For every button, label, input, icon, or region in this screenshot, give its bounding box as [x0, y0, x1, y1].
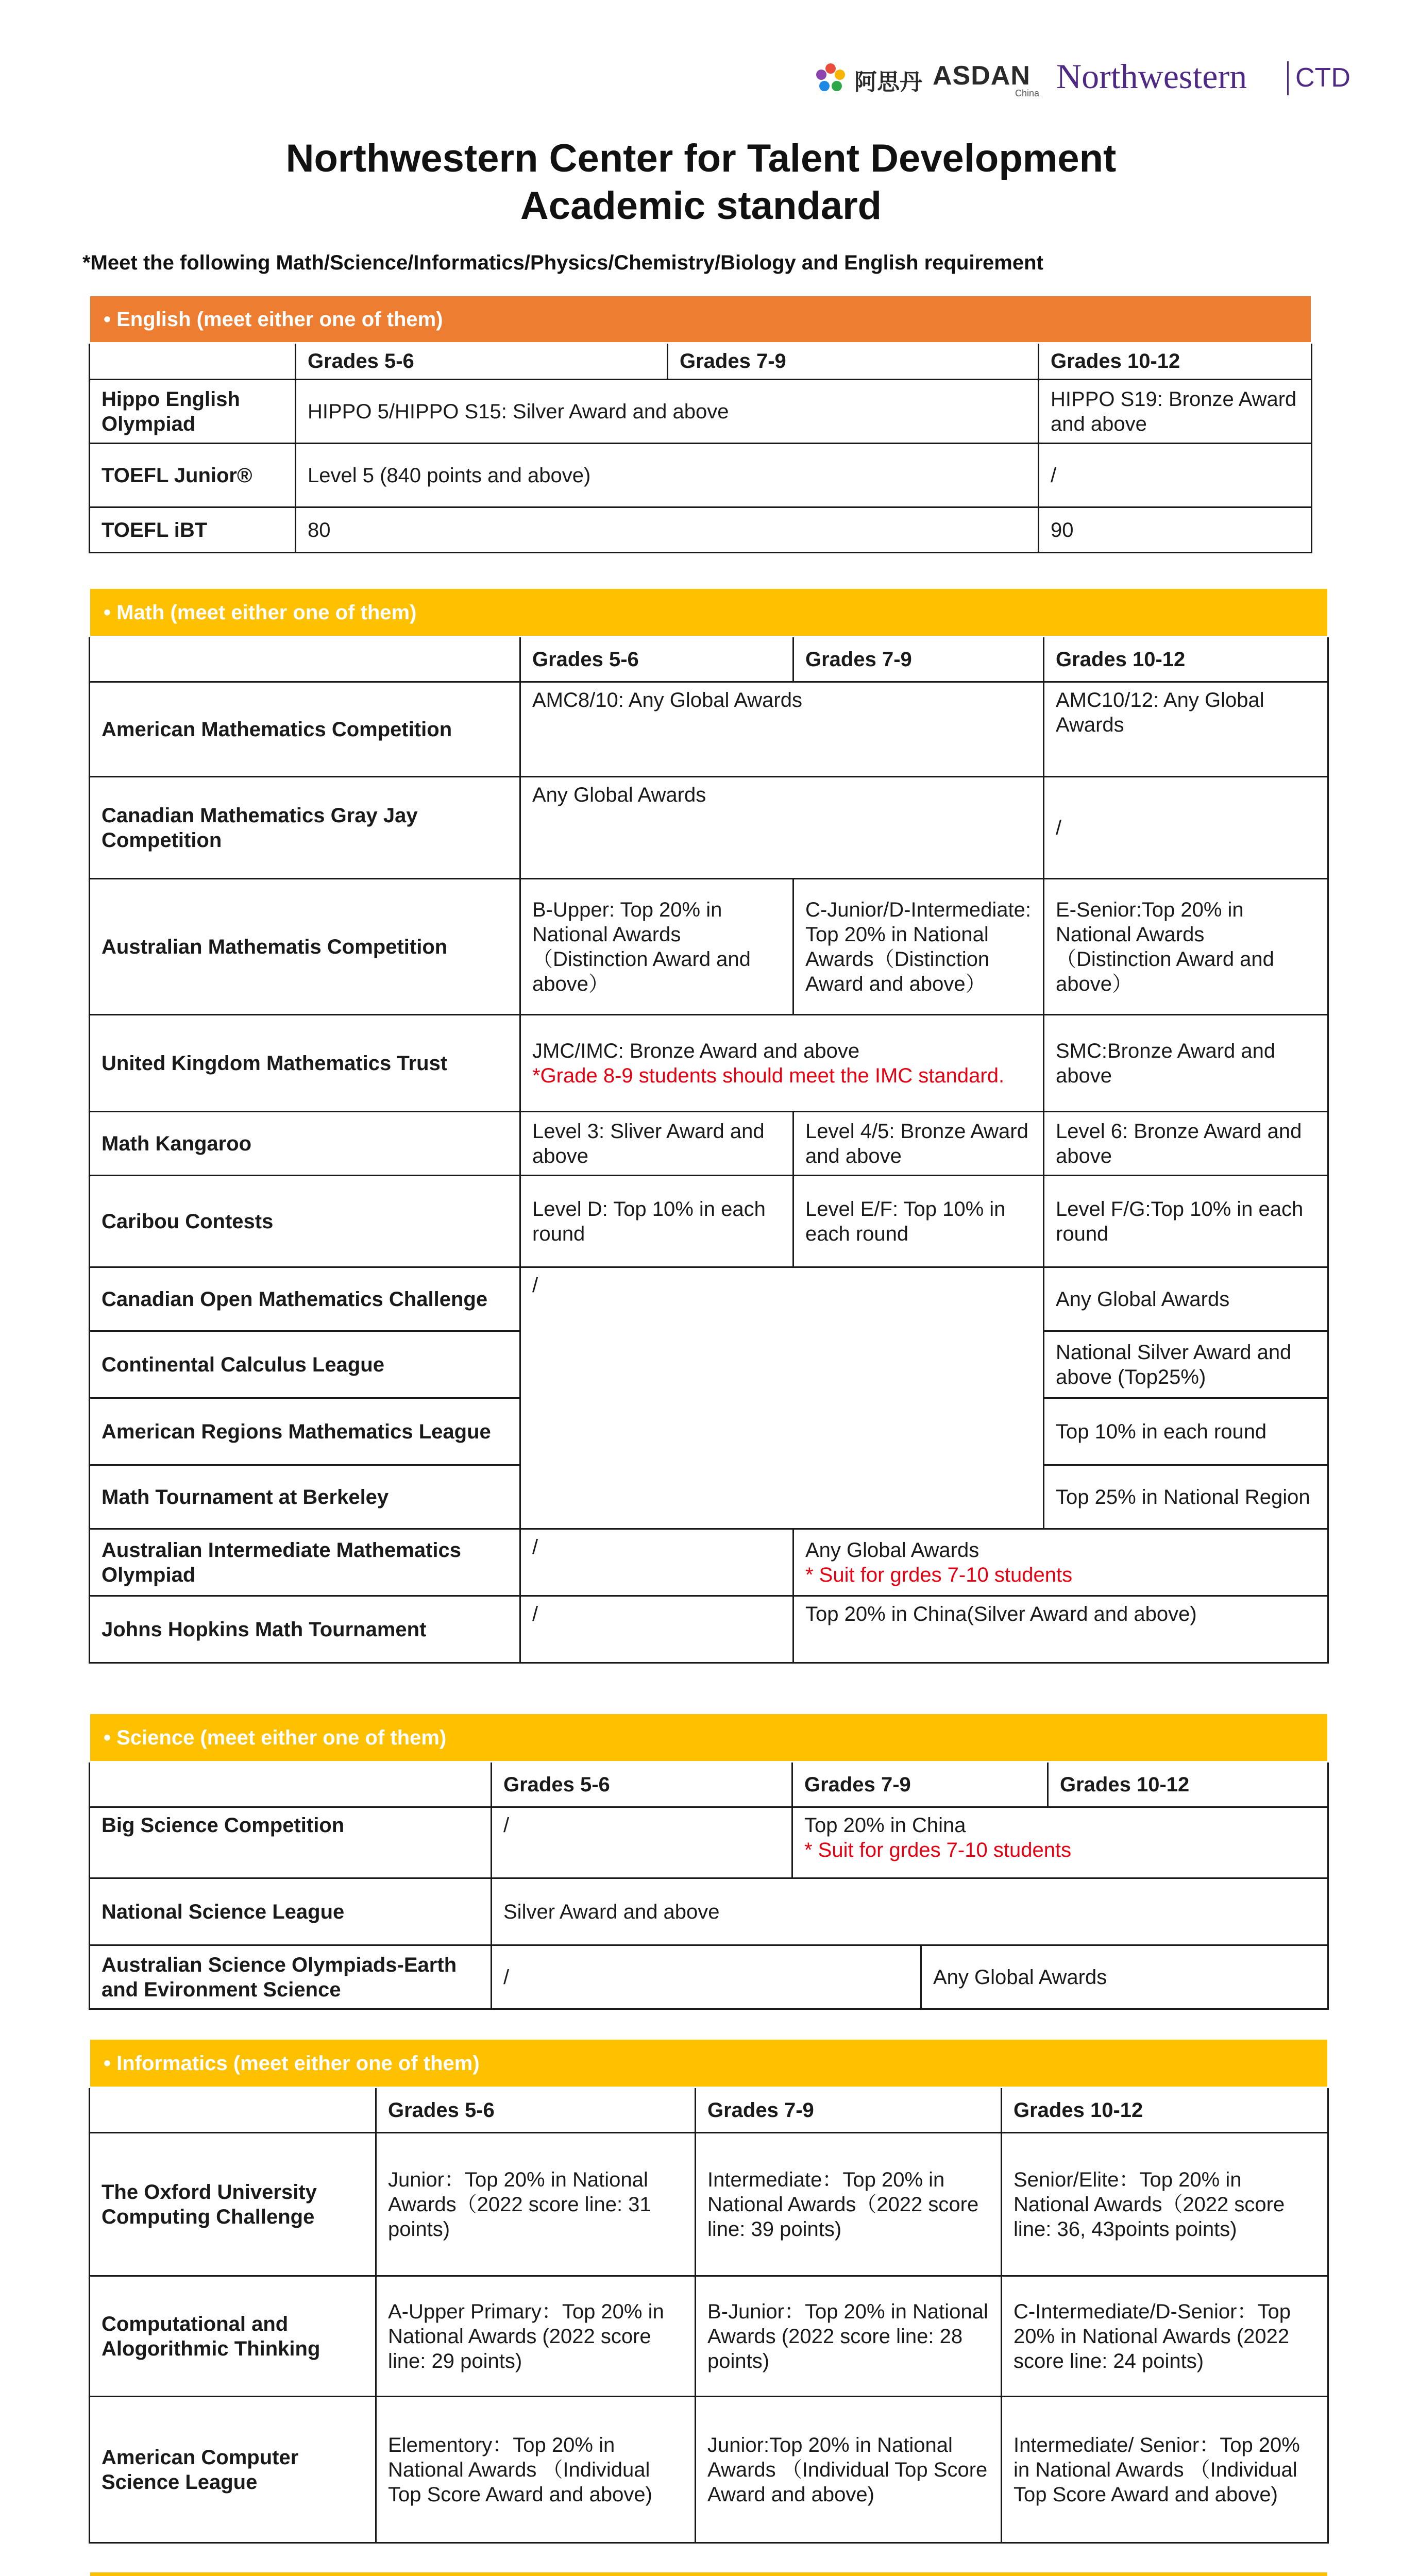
science-col-g1012: Grades 10-12 [1048, 1762, 1328, 1807]
math-cell-text: Any Global Awards [805, 1538, 979, 1562]
partner-logos [814, 54, 1360, 100]
math-col-g56: Grades 5-6 [520, 637, 793, 682]
english-row-name: TOEFL iBT [90, 507, 296, 553]
informatics-cell: A-Upper Primary：Top 20% in National Awards (2022 score line: 29 points) [376, 2276, 696, 2397]
informatics-col-g1012: Grades 10-12 [1002, 2088, 1328, 2133]
english-cell: 80 [296, 507, 1039, 553]
math-corner [90, 637, 520, 682]
informatics-cell: Junior:Top 20% in National Awards （Individual Top Score Award and above) [696, 2397, 1002, 2543]
math-cell: Any Global Awards [520, 777, 1044, 879]
math-row-name: Australian Mathematis Competition [90, 879, 520, 1015]
english-cell: / [1039, 444, 1312, 507]
math-row-name: Math Tournament at Berkeley [90, 1465, 520, 1529]
math-row-name: United Kingdom Mathematics Trust [90, 1015, 520, 1112]
math-cell [793, 1529, 1328, 1596]
english-col-g1012: Grades 10-12 [1039, 343, 1312, 380]
math-cell: AMC10/12: Any Global Awards [1044, 682, 1328, 777]
science-cell: Silver Award and above [492, 1878, 1328, 1945]
science-cell: / [492, 1945, 921, 2009]
informatics-table [89, 2038, 1329, 2544]
informatics-row-name: The Oxford University Computing Challenge [90, 2133, 376, 2276]
informatics-cell: C-Intermediate/D-Senior：Top 20% in National Awards (2022 score line: 24 points) [1002, 2276, 1328, 2397]
english-cell: HIPPO S19: Bronze Award and above [1039, 380, 1312, 444]
informatics-corner [90, 2088, 376, 2133]
math-cell: / [520, 1267, 1044, 1529]
asdan-chinese-name: 阿思丹 [854, 70, 922, 95]
math-cell: National Silver Award and above (Top25%) [1044, 1331, 1328, 1398]
english-col-g56: Grades 5-6 [296, 343, 668, 380]
physics-table [89, 2571, 1329, 2576]
logo-divider [1287, 61, 1289, 95]
informatics-col-g79: Grades 7-9 [696, 2088, 1002, 2133]
science-col-g79: Grades 7-9 [792, 1762, 1048, 1807]
english-row-name: Hippo English Olympiad [90, 380, 296, 444]
math-cell: E-Senior:Top 20% in National Awards （Distinction Award and above） [1044, 879, 1328, 1015]
science-corner [90, 1762, 492, 1807]
english-cell: Level 5 (840 points and above) [296, 444, 1039, 507]
math-col-g1012: Grades 10-12 [1044, 637, 1328, 682]
science-row-name: Australian Science Olympiads-Earth and Evironment Science [90, 1945, 492, 2009]
title-line-2: Academic standard [520, 184, 882, 228]
math-cell: Any Global Awards [1044, 1267, 1328, 1331]
science-cell: / [492, 1807, 792, 1878]
informatics-cell: Intermediate：Top 20% in National Awards（2022 score line: 39 points) [696, 2133, 1002, 2276]
requirement-note: *Meet the following Math/Science/Informatics/Physics/Chemistry/Biology and English requirement [82, 251, 1043, 274]
science-cell-note: * Suit for grdes 7-10 students [804, 1839, 1072, 1861]
english-col-g79: Grades 7-9 [668, 343, 1039, 380]
science-cell-text: Top 20% in China [804, 1814, 966, 1837]
english-header: • English (meet either one of them) [90, 296, 1312, 343]
science-col-g56: Grades 5-6 [492, 1762, 792, 1807]
english-corner [90, 343, 296, 380]
informatics-cell: Elementory：Top 20% in National Awards （Individual Top Score Award and above) [376, 2397, 696, 2543]
math-col-g79: Grades 7-9 [793, 637, 1044, 682]
science-cell [792, 1807, 1328, 1878]
math-cell: / [520, 1529, 793, 1596]
math-row-name: Math Kangaroo [90, 1112, 520, 1176]
informatics-cell: Junior：Top 20% in National Awards（2022 score line: 31 points) [376, 2133, 696, 2276]
math-cell: C-Junior/D-Intermediate: Top 20% in National Awards（Distinction Award and above） [793, 879, 1044, 1015]
science-row-name: National Science League [90, 1878, 492, 1945]
math-cell: Level 6: Bronze Award and above [1044, 1112, 1328, 1176]
informatics-cell: Senior/Elite：Top 20% in National Awards（2022 score line: 36, 43points points) [1002, 2133, 1328, 2276]
physics-header [90, 2572, 1328, 2576]
informatics-cell: Intermediate/ Senior：Top 20% in National Awards （Individual Top Score Award and above) [1002, 2397, 1328, 2543]
math-cell: / [520, 1596, 793, 1663]
asdan-china-tag: China [1015, 88, 1040, 98]
math-cell-text: JMC/IMC: Bronze Award and above [532, 1039, 860, 1062]
math-cell: Level 3: Sliver Award and above [520, 1112, 793, 1176]
math-cell: / [1044, 777, 1328, 879]
math-cell: Top 10% in each round [1044, 1398, 1328, 1465]
math-table [89, 587, 1329, 1664]
math-cell-note: * Suit for grdes 7-10 students [805, 1563, 1073, 1586]
northwestern-wordmark: Northwestern [1056, 57, 1247, 96]
math-cell [520, 1015, 1044, 1112]
science-header: • Science (meet either one of them) [90, 1714, 1328, 1762]
math-cell: Level E/F: Top 10% in each round [793, 1176, 1044, 1267]
math-cell-note: *Grade 8-9 students should meet the IMC standard. [532, 1064, 1005, 1087]
math-cell: Top 25% in National Region [1044, 1465, 1328, 1529]
math-header: • Math (meet either one of them) [90, 588, 1328, 637]
english-table [89, 295, 1312, 553]
english-cell: 90 [1039, 507, 1312, 553]
math-row-name: Johns Hopkins Math Tournament [90, 1596, 520, 1663]
math-cell: Top 20% in China(Silver Award and above) [793, 1596, 1328, 1663]
informatics-row-name: Computational and Alogorithmic Thinking [90, 2276, 376, 2397]
math-cell: AMC8/10: Any Global Awards [520, 682, 1044, 777]
math-cell: Level 4/5: Bronze Award and above [793, 1112, 1044, 1176]
math-cell: SMC:Bronze Award and above [1044, 1015, 1328, 1112]
informatics-col-g56: Grades 5-6 [376, 2088, 696, 2133]
page-title [0, 135, 1402, 230]
science-row-name: Big Science Competition [90, 1807, 492, 1878]
science-cell: Any Global Awards [921, 1945, 1328, 2009]
asdan-wordmark: ASDAN [933, 61, 1031, 91]
math-row-name: American Regions Mathematics League [90, 1398, 520, 1465]
math-cell: B-Upper: Top 20% in National Awards （Distinction Award and above） [520, 879, 793, 1015]
english-row-name: TOEFL Junior® [90, 444, 296, 507]
ctd-wordmark: CTD [1295, 63, 1350, 93]
math-row-name: American Mathematics Competition [90, 682, 520, 777]
informatics-header: • Informatics (meet either one of them) [90, 2039, 1328, 2088]
math-row-name: Continental Calculus League [90, 1331, 520, 1398]
math-cell: Level F/G:Top 10% in each round [1044, 1176, 1328, 1267]
science-table [89, 1713, 1329, 2010]
math-row-name: Australian Intermediate Mathematics Olympiad [90, 1529, 520, 1596]
informatics-cell: B-Junior：Top 20% in National Awards (2022 score line: 28 points) [696, 2276, 1002, 2397]
math-row-name: Caribou Contests [90, 1176, 520, 1267]
title-line-1: Northwestern Center for Talent Development [285, 137, 1117, 180]
math-row-name: Canadian Open Mathematics Challenge [90, 1267, 520, 1331]
english-cell: HIPPO 5/HIPPO S15: Silver Award and above [296, 380, 1039, 444]
math-row-name: Canadian Mathematics Gray Jay Competition [90, 777, 520, 879]
flower-logo-icon [814, 61, 847, 94]
informatics-row-name: American Computer Science League [90, 2397, 376, 2543]
math-cell: Level D: Top 10% in each round [520, 1176, 793, 1267]
